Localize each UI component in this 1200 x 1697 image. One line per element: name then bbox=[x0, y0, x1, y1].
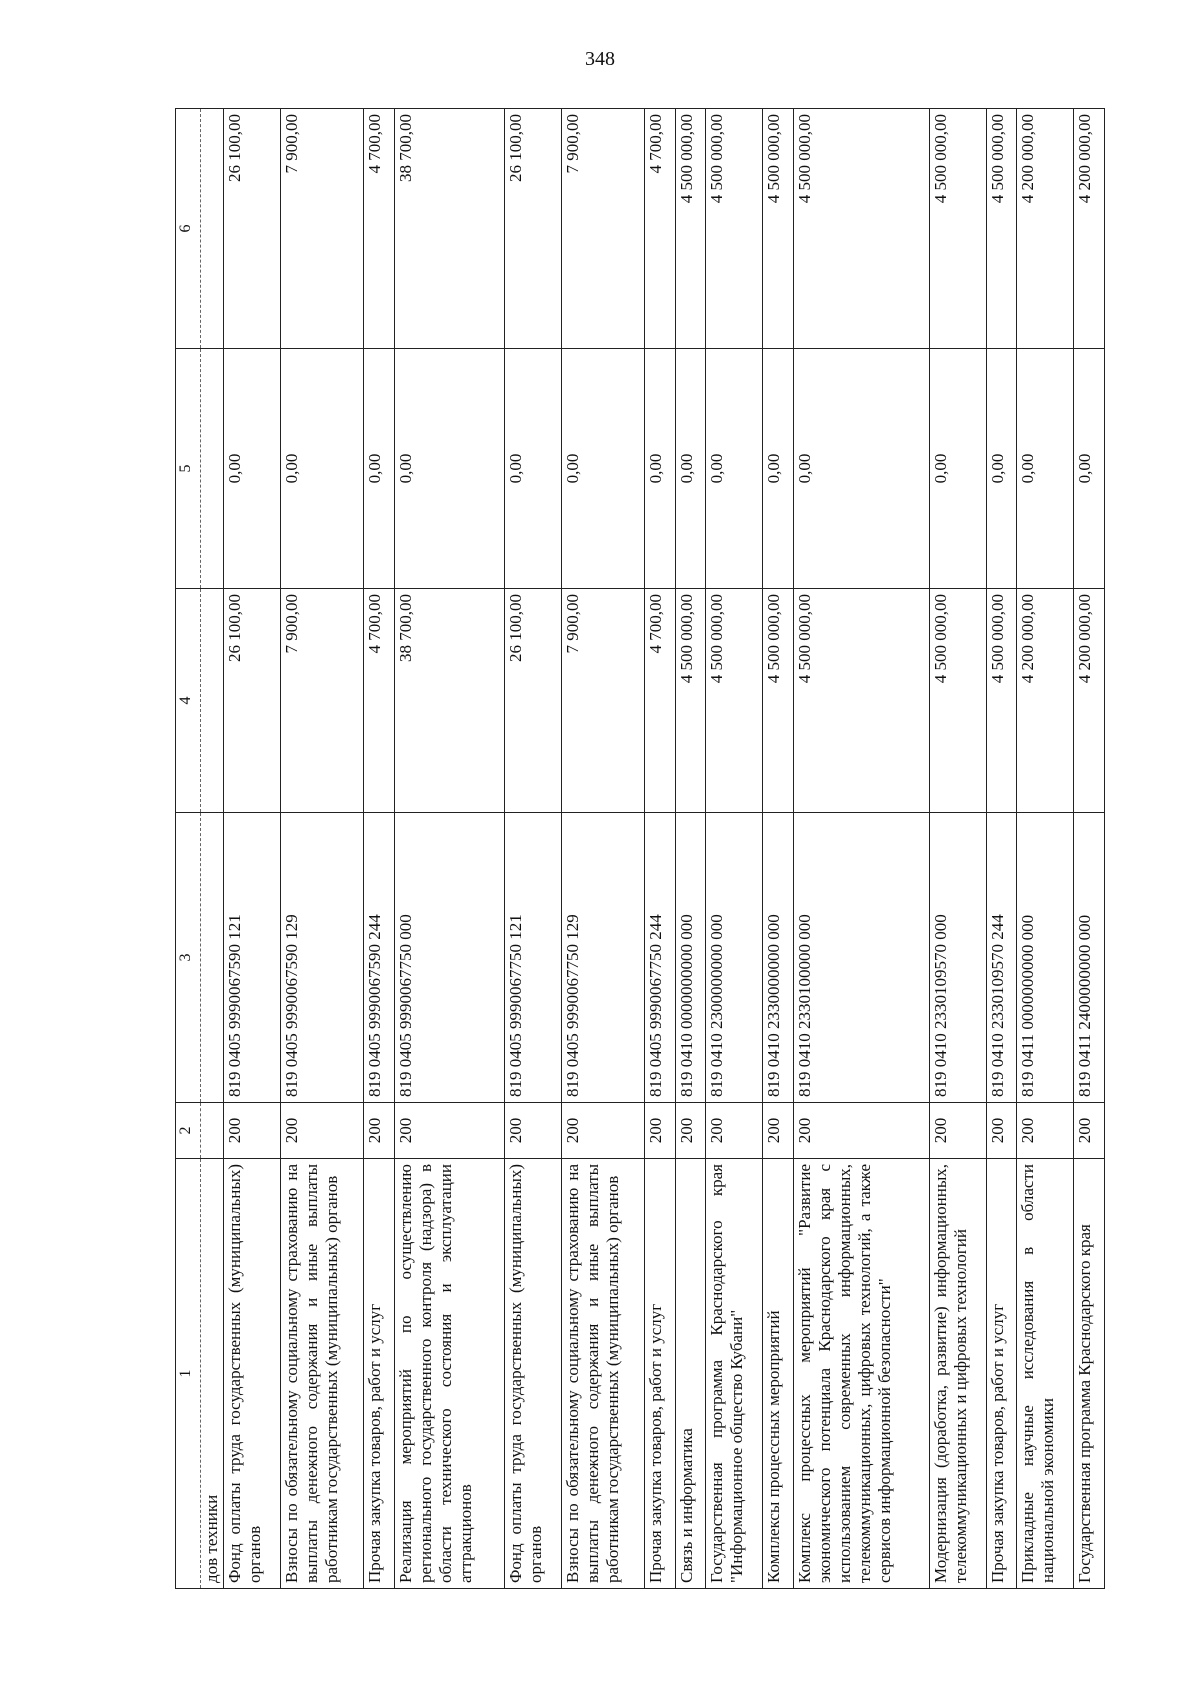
row-amount-6-cell: 7 900,00 bbox=[561, 109, 644, 349]
row-amount-6-cell: 26 100,00 bbox=[224, 109, 281, 349]
row-amount-4-cell: 4 700,00 bbox=[364, 589, 394, 813]
row-amount-6-cell: 4 700,00 bbox=[364, 109, 394, 349]
table-row bbox=[763, 109, 793, 1589]
row-type-cell: 200 bbox=[986, 1103, 1016, 1159]
row-code-cell: 819 0411 0000000000 000 bbox=[1017, 813, 1074, 1103]
row-amount-5-cell: 0,00 bbox=[1074, 349, 1105, 589]
row-type-cell: 200 bbox=[1074, 1103, 1105, 1159]
row-type-cell: 200 bbox=[675, 1103, 705, 1159]
row-type-cell: 200 bbox=[1017, 1103, 1074, 1159]
row-name-cell: Государственная программа Краснодарского края bbox=[1074, 1159, 1105, 1589]
col-header-4: 4 bbox=[176, 589, 201, 813]
table-row bbox=[986, 109, 1016, 1589]
row-type-cell: 200 bbox=[504, 1103, 561, 1159]
row-amount-5-cell: 0,00 bbox=[793, 349, 929, 589]
row-name-cell: Фонд оплаты труда государственных (муниципальных) органов bbox=[504, 1159, 561, 1589]
table-row bbox=[561, 109, 644, 1589]
row-type-cell: 200 bbox=[793, 1103, 929, 1159]
row-code-cell: 819 0410 0000000000 000 bbox=[675, 813, 705, 1103]
row-code-cell: 819 0405 9990067590 244 bbox=[364, 813, 394, 1103]
row-type-cell: 200 bbox=[394, 1103, 504, 1159]
table-row bbox=[930, 109, 987, 1589]
row-amount-5-cell: 0,00 bbox=[645, 349, 675, 589]
row-code-cell: 819 0411 2400000000 000 bbox=[1074, 813, 1105, 1103]
row-amount-6-cell: 26 100,00 bbox=[504, 109, 561, 349]
row-type-cell: 200 bbox=[281, 1103, 364, 1159]
row-code-cell: 819 0410 2300000000 000 bbox=[706, 813, 763, 1103]
col-header-3: 3 bbox=[176, 813, 201, 1103]
row-amount-5-cell: 0,00 bbox=[675, 349, 705, 589]
table-row bbox=[504, 109, 561, 1589]
row-type-cell: 200 bbox=[364, 1103, 394, 1159]
row-amount-5-cell: 0,00 bbox=[364, 349, 394, 589]
row-amount-5-cell: 0,00 bbox=[561, 349, 644, 589]
continued-text: дов техники bbox=[201, 1159, 224, 1589]
row-amount-5-cell: 0,00 bbox=[504, 349, 561, 589]
column-number-row bbox=[176, 109, 201, 1589]
row-type-cell: 200 bbox=[561, 1103, 644, 1159]
table-row bbox=[645, 109, 675, 1589]
table-row bbox=[364, 109, 394, 1589]
budget-table bbox=[175, 108, 1105, 1589]
row-type-cell: 200 bbox=[930, 1103, 987, 1159]
row-name-cell: Государственная программа Краснодарского края "Информационное общество Кубани" bbox=[706, 1159, 763, 1589]
row-code-cell: 819 0405 9990067750 000 bbox=[394, 813, 504, 1103]
budget-table-rotated bbox=[175, 109, 1105, 1589]
row-amount-4-cell: 38 700,00 bbox=[394, 589, 504, 813]
row-amount-6-cell: 7 900,00 bbox=[281, 109, 364, 349]
page-number: 348 bbox=[585, 48, 615, 70]
table-row bbox=[1074, 109, 1105, 1589]
row-amount-5-cell: 0,00 bbox=[1017, 349, 1074, 589]
row-amount-4-cell: 4 500 000,00 bbox=[706, 589, 763, 813]
row-amount-5-cell: 0,00 bbox=[930, 349, 987, 589]
row-name-cell: Взносы по обязательному социальному страхованию на выплаты денежного содержания и иные выплаты работникам государственных (муниципальных) органов bbox=[281, 1159, 364, 1589]
row-amount-4-cell: 4 500 000,00 bbox=[793, 589, 929, 813]
row-code-cell: 819 0405 9990067750 129 bbox=[561, 813, 644, 1103]
row-amount-6-cell: 38 700,00 bbox=[394, 109, 504, 349]
row-amount-5-cell: 0,00 bbox=[281, 349, 364, 589]
row-code-cell: 819 0405 9990067590 121 bbox=[224, 813, 281, 1103]
row-amount-4-cell: 4 200 000,00 bbox=[1017, 589, 1074, 813]
continued-row bbox=[201, 109, 224, 1589]
row-amount-5-cell: 0,00 bbox=[763, 349, 793, 589]
table-row bbox=[706, 109, 763, 1589]
row-amount-6-cell: 4 200 000,00 bbox=[1017, 109, 1074, 349]
row-amount-4-cell: 4 700,00 bbox=[645, 589, 675, 813]
row-amount-4-cell: 7 900,00 bbox=[281, 589, 364, 813]
row-name-cell: Комплексы процессных мероприятий bbox=[763, 1159, 793, 1589]
row-name-cell: Взносы по обязательному социальному страхованию на выплаты денежного содержания и иные выплаты работникам государственных (муниципальных) органов bbox=[561, 1159, 644, 1589]
row-name-cell: Комплекс процессных мероприятий "Развитие экономического потенциала Краснодарского края с использованием современных информационных, телекоммуникационных, цифровых технологий, а также сервисов информационной безопасности" bbox=[793, 1159, 929, 1589]
row-amount-6-cell: 4 500 000,00 bbox=[706, 109, 763, 349]
row-type-cell: 200 bbox=[706, 1103, 763, 1159]
row-code-cell: 819 0410 2330000000 000 bbox=[763, 813, 793, 1103]
row-amount-4-cell: 4 500 000,00 bbox=[675, 589, 705, 813]
row-code-cell: 819 0405 9990067590 129 bbox=[281, 813, 364, 1103]
row-code-cell: 819 0405 9990067750 121 bbox=[504, 813, 561, 1103]
table-row bbox=[675, 109, 705, 1589]
row-name-cell: Прочая закупка товаров, работ и услуг bbox=[364, 1159, 394, 1589]
row-amount-4-cell: 7 900,00 bbox=[561, 589, 644, 813]
row-amount-4-cell: 26 100,00 bbox=[504, 589, 561, 813]
row-amount-6-cell: 4 200 000,00 bbox=[1074, 109, 1105, 349]
row-amount-4-cell: 4 500 000,00 bbox=[930, 589, 987, 813]
col-header-6: 6 bbox=[176, 109, 201, 349]
row-amount-6-cell: 4 700,00 bbox=[645, 109, 675, 349]
col-header-1: 1 bbox=[176, 1159, 201, 1589]
row-amount-5-cell: 0,00 bbox=[394, 349, 504, 589]
row-amount-4-cell: 4 500 000,00 bbox=[986, 589, 1016, 813]
row-type-cell: 200 bbox=[224, 1103, 281, 1159]
row-amount-6-cell: 4 500 000,00 bbox=[930, 109, 987, 349]
table-row bbox=[1017, 109, 1074, 1589]
row-amount-4-cell: 4 500 000,00 bbox=[763, 589, 793, 813]
row-name-cell: Фонд оплаты труда государственных (муниципальных) органов bbox=[224, 1159, 281, 1589]
row-name-cell: Связь и информатика bbox=[675, 1159, 705, 1589]
table-row bbox=[793, 109, 929, 1589]
table-row bbox=[281, 109, 364, 1589]
row-amount-5-cell: 0,00 bbox=[986, 349, 1016, 589]
row-code-cell: 819 0410 2330109570 244 bbox=[986, 813, 1016, 1103]
row-code-cell: 819 0405 9990067750 244 bbox=[645, 813, 675, 1103]
row-name-cell: Прикладные научные исследования в области национальной экономики bbox=[1017, 1159, 1074, 1589]
row-code-cell: 819 0410 2330100000 000 bbox=[793, 813, 929, 1103]
row-code-cell: 819 0410 2330109570 000 bbox=[930, 813, 987, 1103]
row-amount-5-cell: 0,00 bbox=[224, 349, 281, 589]
row-amount-4-cell: 26 100,00 bbox=[224, 589, 281, 813]
row-amount-5-cell: 0,00 bbox=[706, 349, 763, 589]
row-type-cell: 200 bbox=[763, 1103, 793, 1159]
row-amount-6-cell: 4 500 000,00 bbox=[793, 109, 929, 349]
col-header-5: 5 bbox=[176, 349, 201, 589]
row-name-cell: Прочая закупка товаров, работ и услуг bbox=[986, 1159, 1016, 1589]
table-row bbox=[224, 109, 281, 1589]
row-amount-6-cell: 4 500 000,00 bbox=[675, 109, 705, 349]
table-row bbox=[394, 109, 504, 1589]
row-amount-6-cell: 4 500 000,00 bbox=[763, 109, 793, 349]
row-type-cell: 200 bbox=[645, 1103, 675, 1159]
row-amount-6-cell: 4 500 000,00 bbox=[986, 109, 1016, 349]
row-amount-4-cell: 4 200 000,00 bbox=[1074, 589, 1105, 813]
row-name-cell: Реализация мероприятий по осуществлению регионального государственного контроля (надзора) в области технического состояния и эксплуатации аттракционов bbox=[394, 1159, 504, 1589]
col-header-2: 2 bbox=[176, 1103, 201, 1159]
row-name-cell: Прочая закупка товаров, работ и услуг bbox=[645, 1159, 675, 1589]
row-name-cell: Модернизация (доработка, развитие) информационных, телекоммуникационных и цифровых технологий bbox=[930, 1159, 987, 1589]
